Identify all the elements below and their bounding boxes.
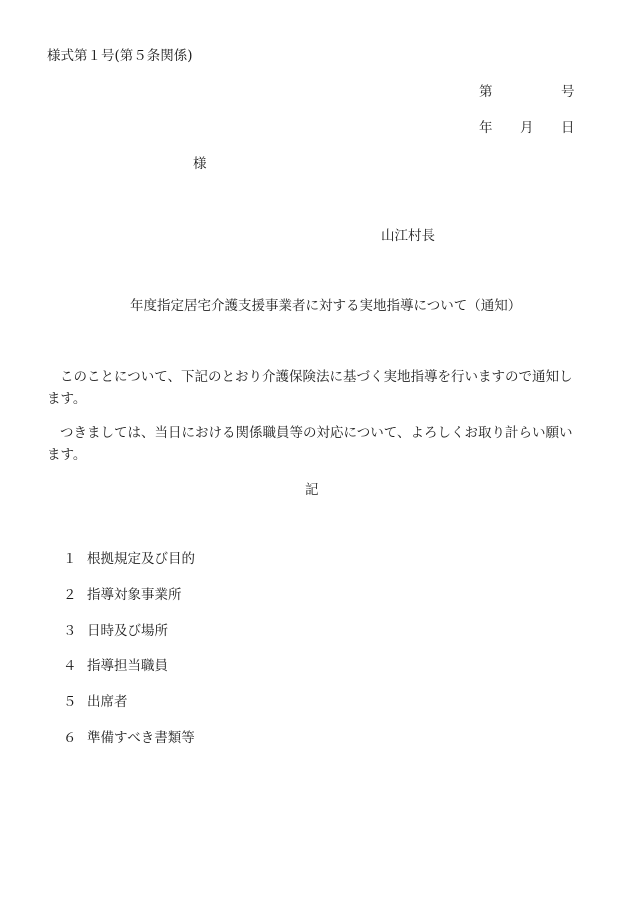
- list-item-label: 指導対象事業所: [87, 587, 182, 603]
- body-paragraph: つきましては、当日における関係職員等の対応について、よろしくお取り計らい願います。: [47, 425, 573, 463]
- recipient-honorific: 様: [193, 156, 207, 172]
- list-item-label: 日時及び場所: [87, 623, 168, 639]
- list-item-number: ６: [63, 730, 77, 746]
- ki-heading: 記: [305, 482, 319, 498]
- list-item: [63, 625, 168, 639]
- list-item-number: ２: [63, 587, 77, 603]
- list-item: [63, 589, 182, 603]
- list-item-number: ４: [63, 658, 77, 674]
- list-item-label: 出席者: [87, 694, 128, 710]
- date-day-label: 日: [561, 120, 575, 136]
- body-paragraph: このことについて、下記のとおり介護保険法に基づく実地指導を行いますので通知します。: [47, 369, 573, 407]
- list-item: [63, 660, 168, 674]
- reference-number-suffix: 号: [561, 84, 575, 100]
- date-year-label: 年: [479, 120, 493, 136]
- form-number: 様式第１号(第５条関係): [47, 48, 193, 64]
- date-month-label: 月: [520, 120, 534, 136]
- list-item-label: 指導担当職員: [87, 658, 168, 674]
- list-item: [63, 553, 195, 567]
- reference-number-prefix: 第: [479, 84, 493, 100]
- document-title: 年度指定居宅介護支援事業者に対する実地指導について（通知）: [130, 298, 522, 314]
- list-item-number: １: [63, 551, 77, 567]
- list-item-number: ５: [63, 694, 77, 710]
- list-item-number: ３: [63, 623, 77, 639]
- sender-name: 山江村長: [381, 228, 435, 244]
- list-item: [63, 732, 195, 746]
- list-item-label: 根拠規定及び目的: [87, 551, 195, 567]
- list-item-label: 準備すべき書類等: [87, 730, 195, 746]
- list-item: [63, 696, 128, 710]
